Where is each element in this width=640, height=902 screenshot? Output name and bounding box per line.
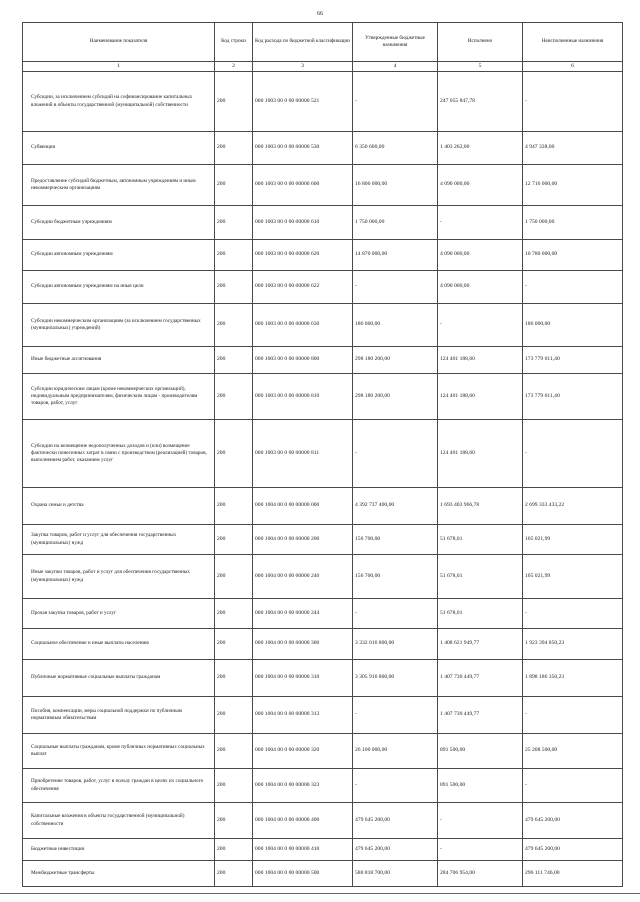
row-executed: 1 407 730 449,77 — [438, 660, 523, 697]
row-unexecuted: - — [523, 769, 623, 803]
table-row — [23, 240, 623, 271]
row-approved: 6 350 600,00 — [353, 132, 438, 165]
table-row — [23, 374, 623, 420]
row-executed: 4 090 000,00 — [438, 271, 523, 304]
table-row — [23, 555, 623, 599]
row-line-code: 200 — [215, 374, 253, 420]
row-approved: - — [353, 697, 438, 734]
row-unexecuted: - — [523, 599, 623, 629]
page-bottom-rule — [0, 893, 640, 894]
row-unexecuted: 479 645 200,00 — [523, 839, 623, 861]
row-approved: 14 870 000,00 — [353, 240, 438, 271]
row-name: Иные бюджетные ассигнования — [23, 347, 215, 374]
row-executed: - — [438, 803, 523, 839]
table-row — [23, 488, 623, 525]
row-executed: 891 500,00 — [438, 734, 523, 769]
row-line-code: 200 — [215, 734, 253, 769]
row-executed: 4 090 000,00 — [438, 165, 523, 206]
row-approved: 580 818 700,00 — [353, 861, 438, 887]
row-executed: 124 401 188,60 — [438, 347, 523, 374]
row-approved: - — [353, 271, 438, 304]
table-row — [23, 72, 623, 132]
header-line-code: Код строки — [215, 23, 253, 62]
row-unexecuted: - — [523, 271, 623, 304]
table-row — [23, 839, 623, 861]
row-name: Социальное обеспечение и иные выплаты населению — [23, 629, 215, 660]
column-number: 1 — [23, 62, 215, 72]
row-name: Публичные нормативные социальные выплаты гражданам — [23, 660, 215, 697]
row-line-code: 200 — [215, 488, 253, 525]
row-name: Бюджетные инвестиции — [23, 839, 215, 861]
table-row — [23, 420, 623, 488]
row-approved: - — [353, 769, 438, 803]
row-name: Капитальные вложения в объекты государственной (муниципальной) собственности — [23, 803, 215, 839]
budget-execution-table — [22, 22, 623, 887]
row-line-code: 200 — [215, 697, 253, 734]
row-executed: 51 678,01 — [438, 525, 523, 555]
row-expense-code: 000 1003 00 0 00 00000 630 — [253, 304, 353, 347]
table-row — [23, 660, 623, 697]
row-executed: 51 678,01 — [438, 555, 523, 599]
row-approved: 4 392 737 400,00 — [353, 488, 438, 525]
row-unexecuted: 1 750 000,00 — [523, 206, 623, 240]
table-body — [23, 72, 623, 887]
header-unexecuted: Неисполненные назначения — [523, 23, 623, 62]
row-line-code: 200 — [215, 839, 253, 861]
row-name: Закупка товаров, работ и услуг для обеспечения государственных (муниципальных) нужд — [23, 525, 215, 555]
row-executed: - — [438, 304, 523, 347]
row-executed: 1 407 730 449,77 — [438, 697, 523, 734]
header-approved: Утвержденные бюджетные назначения — [353, 23, 438, 62]
row-expense-code: 000 1004 00 0 00 00000 200 — [253, 525, 353, 555]
row-name: Субсидии автономным учреждениям — [23, 240, 215, 271]
row-unexecuted: 105 021,99 — [523, 525, 623, 555]
table-row — [23, 304, 623, 347]
row-line-code: 200 — [215, 271, 253, 304]
column-number: 6 — [523, 62, 623, 72]
row-unexecuted: 105 021,99 — [523, 555, 623, 599]
row-expense-code: 000 1004 00 0 00 00000 320 — [253, 734, 353, 769]
row-name: Приобретение товаров, работ, услуг в пользу граждан в целях их социального обеспечения — [23, 769, 215, 803]
row-unexecuted: 186 000,00 — [523, 304, 623, 347]
row-approved: 1 750 000,00 — [353, 206, 438, 240]
row-expense-code: 000 1003 00 0 00 00000 622 — [253, 271, 353, 304]
row-line-code: 200 — [215, 861, 253, 887]
row-executed: 124 401 188,60 — [438, 420, 523, 488]
table-row — [23, 769, 623, 803]
table-row — [23, 803, 623, 839]
table-row — [23, 525, 623, 555]
row-executed: 1 403 262,00 — [438, 132, 523, 165]
table-row — [23, 599, 623, 629]
row-line-code: 200 — [215, 304, 253, 347]
row-approved: - — [353, 420, 438, 488]
row-unexecuted: 173 779 011,40 — [523, 374, 623, 420]
row-unexecuted: 173 779 011,40 — [523, 347, 623, 374]
row-unexecuted: 25 208 500,00 — [523, 734, 623, 769]
row-approved: - — [353, 72, 438, 132]
row-line-code: 200 — [215, 206, 253, 240]
row-executed: 51 678,01 — [438, 599, 523, 629]
row-expense-code: 000 1004 00 0 00 00000 300 — [253, 629, 353, 660]
row-expense-code: 000 1004 00 0 00 00000 400 — [253, 803, 353, 839]
row-name: Субвенции — [23, 132, 215, 165]
row-name: Пособия, компенсации, меры социальной поддержки по публичным нормативным обязательствам — [23, 697, 215, 734]
row-name: Социальные выплаты гражданам, кроме публичных нормативных социальных выплат — [23, 734, 215, 769]
column-number: 5 — [438, 62, 523, 72]
row-executed: 4 090 000,00 — [438, 240, 523, 271]
row-name: Субсидии автономным учреждениям на иные цели — [23, 271, 215, 304]
row-line-code: 200 — [215, 555, 253, 599]
row-line-code: 200 — [215, 420, 253, 488]
row-line-code: 200 — [215, 803, 253, 839]
table-row — [23, 347, 623, 374]
row-unexecuted: 1 923 394 850,23 — [523, 629, 623, 660]
column-number: 3 — [253, 62, 353, 72]
row-approved: 186 000,00 — [353, 304, 438, 347]
row-approved: 16 806 000,00 — [353, 165, 438, 206]
row-name: Субсидии бюджетным учреждениям — [23, 206, 215, 240]
row-unexecuted: 1 898 186 350,23 — [523, 660, 623, 697]
row-approved: 156 700,00 — [353, 555, 438, 599]
row-unexecuted: - — [523, 697, 623, 734]
row-executed: 891 500,00 — [438, 769, 523, 803]
table-row — [23, 132, 623, 165]
row-expense-code: 000 1003 00 0 00 00000 600 — [253, 165, 353, 206]
column-number: 4 — [353, 62, 438, 72]
row-expense-code: 000 1004 00 0 00 00000 500 — [253, 861, 353, 887]
row-unexecuted: 12 716 000,00 — [523, 165, 623, 206]
column-number: 2 — [215, 62, 253, 72]
row-approved: - — [353, 599, 438, 629]
row-expense-code: 000 1004 00 0 00 00000 323 — [253, 769, 353, 803]
row-unexecuted: - — [523, 420, 623, 488]
row-executed: 1 693 403 966,78 — [438, 488, 523, 525]
row-approved: 298 180 200,00 — [353, 374, 438, 420]
row-name: Субсидии некоммерческим организациям (за исключением государственных (муниципальных) учреждений) — [23, 304, 215, 347]
row-name: Иные закупки товаров, работ и услуг для обеспечения государственных (муниципальных) нужд — [23, 555, 215, 599]
row-expense-code: 000 1004 00 0 00 00000 410 — [253, 839, 353, 861]
row-expense-code: 000 1004 00 0 00 00000 000 — [253, 488, 353, 525]
table-row — [23, 206, 623, 240]
row-expense-code: 000 1003 00 0 00 00000 811 — [253, 420, 353, 488]
row-line-code: 200 — [215, 525, 253, 555]
row-approved: 479 645 200,00 — [353, 839, 438, 861]
row-expense-code: 000 1004 00 0 00 00000 240 — [253, 555, 353, 599]
row-unexecuted: 4 947 338,00 — [523, 132, 623, 165]
table-row — [23, 629, 623, 660]
row-name: Субсидии на возмещение недополученных доходов и (или) возмещение фактически понесенных затрат в связи с производством (реализацией) товаров, выполнением работ, оказанием услуг — [23, 420, 215, 488]
table-row — [23, 165, 623, 206]
header-row — [23, 23, 623, 62]
row-approved: 156 700,00 — [353, 525, 438, 555]
row-approved: 479 645 200,00 — [353, 803, 438, 839]
row-name: Субсидии, за исключением субсидий на софинансирование капитальных вложений в объекты государственной (муниципальной) собственности — [23, 72, 215, 132]
row-unexecuted: 2 699 333 433,22 — [523, 488, 623, 525]
row-approved: 3 332 016 800,00 — [353, 629, 438, 660]
row-executed: - — [438, 206, 523, 240]
table-row — [23, 697, 623, 734]
row-expense-code: 000 1003 00 0 00 00000 530 — [253, 132, 353, 165]
row-expense-code: 000 1003 00 0 00 00000 800 — [253, 347, 353, 374]
row-approved: 3 305 916 800,00 — [353, 660, 438, 697]
row-expense-code: 000 1003 00 0 00 00000 620 — [253, 240, 353, 271]
row-expense-code: 000 1003 00 0 00 00000 810 — [253, 374, 353, 420]
header-executed: Исполнено — [438, 23, 523, 62]
row-unexecuted: 479 645 200,00 — [523, 803, 623, 839]
row-executed: 1 408 621 949,77 — [438, 629, 523, 660]
row-line-code: 200 — [215, 165, 253, 206]
row-approved: 298 180 200,00 — [353, 347, 438, 374]
row-line-code: 200 — [215, 240, 253, 271]
row-unexecuted: - — [523, 72, 623, 132]
row-approved: 26 100 000,00 — [353, 734, 438, 769]
row-unexecuted: 10 780 000,00 — [523, 240, 623, 271]
header-expense-code: Код расхода по бюджетной классификации — [253, 23, 353, 62]
row-name: Предоставление субсидий бюджетным, автономным учреждениям и иным некоммерческим организациям — [23, 165, 215, 206]
header-indicator-name: Наименование показателя — [23, 23, 215, 62]
row-name: Охрана семьи и детства — [23, 488, 215, 525]
row-expense-code: 000 1004 00 0 00 00000 313 — [253, 697, 353, 734]
row-expense-code: 000 1004 00 0 00 00000 310 — [253, 660, 353, 697]
row-expense-code: 000 1003 00 0 00 00000 521 — [253, 72, 353, 132]
row-executed: 284 706 954,00 — [438, 861, 523, 887]
row-name: Прочая закупка товаров, работ и услуг — [23, 599, 215, 629]
table-row — [23, 271, 623, 304]
row-line-code: 200 — [215, 660, 253, 697]
row-expense-code: 000 1003 00 0 00 00000 610 — [253, 206, 353, 240]
row-executed: 247 055 847,78 — [438, 72, 523, 132]
row-name: Субсидии юридическим лицам (кроме некоммерческих организаций), индивидуальным предпринимателям, физическим лицам - производителям товаров, работ, услуг — [23, 374, 215, 420]
column-number-row — [23, 62, 623, 72]
table-row — [23, 861, 623, 887]
row-name: Межбюджетные трансферты — [23, 861, 215, 887]
row-executed: 124 401 188,60 — [438, 374, 523, 420]
row-line-code: 200 — [215, 347, 253, 374]
table-row — [23, 734, 623, 769]
row-line-code: 200 — [215, 599, 253, 629]
row-executed: - — [438, 839, 523, 861]
row-line-code: 200 — [215, 629, 253, 660]
row-expense-code: 000 1004 00 0 00 00000 244 — [253, 599, 353, 629]
row-line-code: 200 — [215, 769, 253, 803]
page-number: 66 — [317, 11, 323, 17]
row-line-code: 200 — [215, 132, 253, 165]
row-line-code: 200 — [215, 72, 253, 132]
row-unexecuted: 296 111 746,00 — [523, 861, 623, 887]
